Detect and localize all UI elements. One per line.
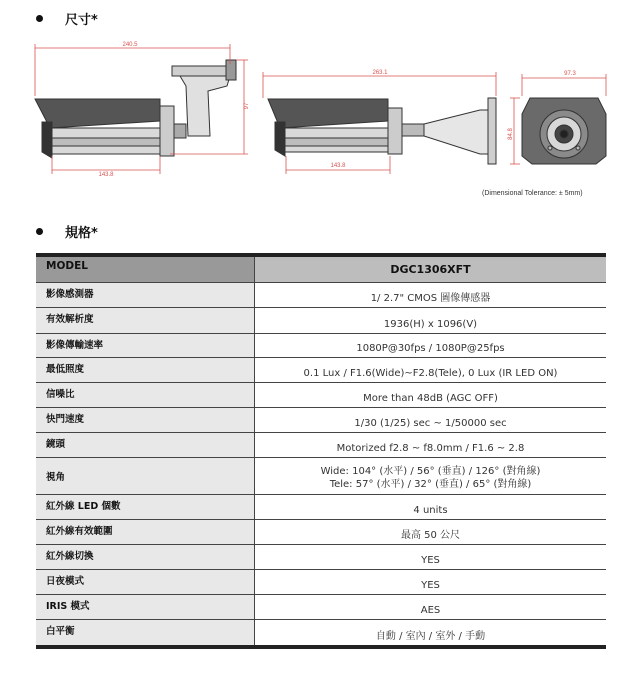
side-body-label: 143.8 [98,172,114,178]
table-row [36,544,606,569]
view-angle-wide: Wide: 104° (水平) / 56° (垂直) / 126° (對角線) [320,465,541,477]
front-view-drawing [522,98,606,164]
dimensions-title: 尺寸* [65,13,98,28]
table-row [36,382,606,407]
dimensional-tolerance-note: (Dimensional Tolerance: ± 5mm) [482,190,583,197]
side-view-drawing [35,60,236,158]
top-view-drawing [268,98,496,164]
spec-value: 1936(H) x 1096(V) [383,318,478,330]
table-row [36,569,606,594]
spec-value: 最高 50 公尺 [400,529,461,541]
table-row [36,594,606,619]
spec-value: AES [420,604,441,616]
table-header-row [36,255,606,282]
spec-value: More than 48dB (AGC OFF) [363,392,498,404]
camera-dimension-drawings [30,36,610,206]
model-label: MODEL [36,255,255,282]
spec-value: 1/30 (1/25) sec ~ 1/50000 sec [354,417,507,429]
table-row [36,407,606,432]
top-length-label: 263.1 [372,70,388,76]
table-row [36,432,606,457]
dimensions-heading [36,9,98,28]
spec-value: 自動 / 室內 / 室外 / 手動 [375,631,486,642]
spec-label: 影像傳輸速率 [36,333,255,357]
spec-label: 最低照度 [36,357,255,382]
spec-label: 紅外線 LED 個數 [36,494,255,519]
side-length-label: 240.5 [122,42,138,48]
table-row [36,357,606,382]
front-height-label: 84.8 [508,128,514,140]
spec-value: 4 units [413,504,448,516]
table-row [36,619,606,647]
view-angle-tele: Tele: 57° (水平) / 32° (垂直) / 65° (對角線) [329,478,532,490]
top-body-label: 143.8 [330,163,346,169]
table-row [36,519,606,544]
spec-value: 1/ 2.7" CMOS 圖像傳感器 [370,292,491,304]
specs-title: 規格* [65,226,98,241]
spec-value: YES [421,554,440,566]
table-row [36,333,606,357]
spec-label: 視角 [36,457,255,494]
table-row [36,282,606,307]
front-width-label: 97.3 [564,71,576,77]
table-row [36,307,606,333]
spec-label: 鏡頭 [36,432,255,457]
spec-value: YES [421,579,440,591]
model-value: DGC1306XFT [255,255,607,282]
spec-label: 白平衡 [36,619,255,647]
height-label: 97 [244,102,250,110]
spec-label: 紅外線有效範圍 [36,519,255,544]
spec-label: IRIS 模式 [36,594,255,619]
spec-value: 1080P@30fps / 1080P@25fps [356,342,505,354]
bullet-icon [36,15,43,22]
bullet-icon [36,228,43,235]
table-row [36,457,606,494]
spec-value [255,457,607,494]
spec-value: Motorized f2.8 ~ f8.0mm / F1.6 ~ 2.8 [336,442,525,454]
spec-label: 日夜模式 [36,569,255,594]
table-row [36,494,606,519]
spec-label: 快門速度 [36,407,255,432]
spec-label: 紅外線切換 [36,544,255,569]
spec-value: 0.1 Lux / F1.6(Wide)~F2.8(Tele), 0 Lux (IR LED ON) [303,367,558,379]
spec-label: 影像感測器 [36,282,255,307]
spec-label: 信噪比 [36,382,255,407]
spec-table [36,253,606,649]
spec-label: 有效解析度 [36,307,255,333]
specs-heading [36,222,98,241]
